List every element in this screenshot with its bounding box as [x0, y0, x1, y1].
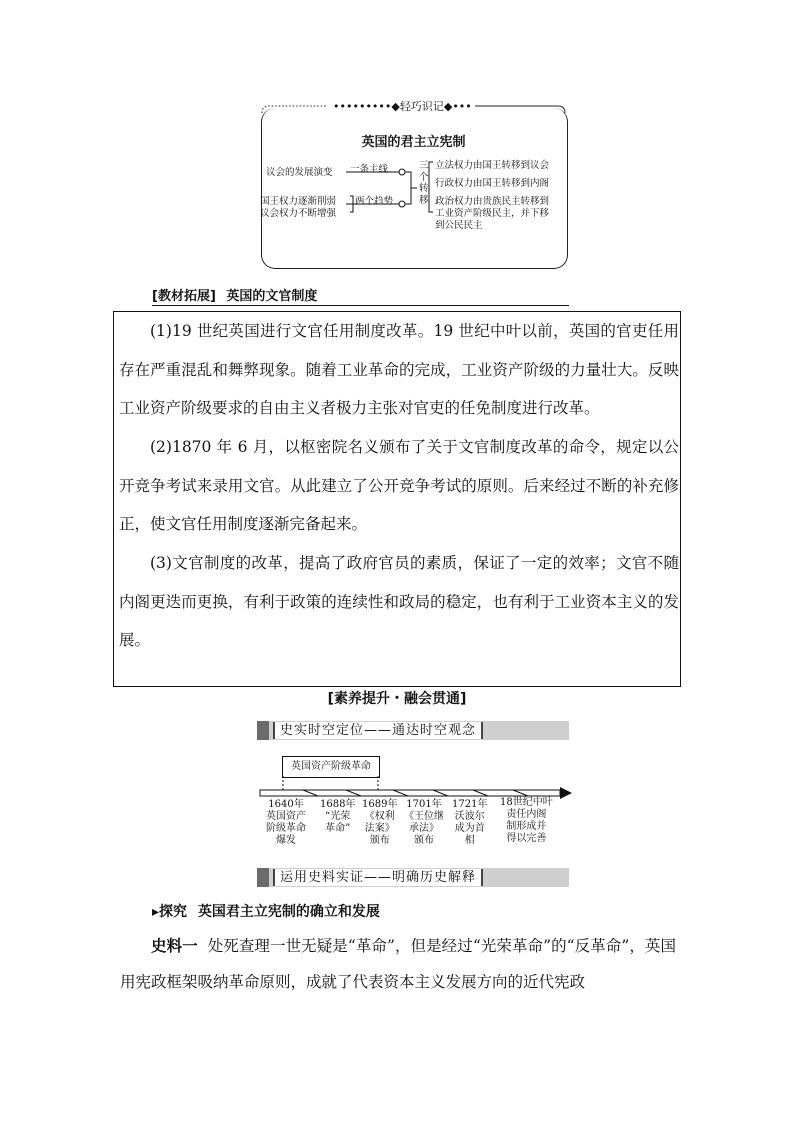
memo-three-transfers: 三个转移 — [419, 160, 429, 206]
paragraph-3: (3)文官制度的改革，提高了政府官员的素质，保证了一定的效率；文官不随内阁更迭而更换，有利于政策的连续性和政局的稳定，也有利于工业资本主义的发展。 — [119, 554, 679, 649]
memo-right-3c: 到公民民主 — [435, 220, 483, 231]
memo-title: 英国的君主立宪制 — [361, 135, 466, 150]
memo-left-bottom-1: 国王权力逐渐削弱 — [260, 196, 337, 207]
explore-heading — [152, 901, 380, 921]
memo-right-3a: 政治权力由贵族民主转移到 — [435, 196, 550, 207]
section-band-timeline — [257, 721, 569, 740]
band-block-icon — [257, 721, 269, 740]
source-text: 处死查理一世无疑是“革命”，但是经过“光荣革命”的“反革命”，英国用宪政框架吸纳革命原则，成就了代表资本主义发展方向的近代宪政 — [120, 937, 676, 991]
memo-left-bottom-2: 议会权力不断增强 — [260, 208, 337, 219]
section-heading: [素养提升・融会贯通] — [327, 691, 467, 707]
timeline-item-1640: 1640年 英国资产 阶级革命 爆发 — [266, 799, 306, 846]
explore-title: 英国君主立宪制的确立和发展 — [197, 904, 380, 920]
expansion-heading — [152, 285, 569, 306]
dots-icon: ◆••• — [443, 100, 472, 113]
timeline-bracket: 英国资产阶级革命 — [282, 756, 380, 778]
paragraph-1: (1)19 世纪英国进行文官任用制度改革。19 世纪中叶以前，英国的官吏任用存在严重混乱和舞弊现象。随着工业革命的完成，工业资产阶级的力量壮大。反映工业资产阶级要求的自由主义者极力主张对官吏的任免制度进行改革。 — [119, 322, 679, 417]
paragraph-2: (2)1870 年 6 月，以枢密院名义颁布了关于文官制度改革的命令，规定以公开竞争考试来录用文官。从此建立了公开竞争考试的原则。后来经过不断的补充修正，使文官任用制度逐渐完备起来。 — [119, 438, 679, 533]
section-band-evidence — [257, 868, 569, 887]
explore-marker: ▸探究 — [152, 904, 188, 920]
dots-icon: •••••••••◆ — [333, 100, 400, 113]
expansion-title: 英国的文官制度 — [226, 289, 318, 304]
timeline-item-1689: 1689年 《权利 法案》 颁布 — [362, 799, 398, 846]
expansion-tag: [教材拓展] — [152, 289, 216, 304]
band-label: 史实时空定位——通达时空观念 — [273, 722, 483, 739]
memo-right-1: 立法权力由国王转移到议会 — [435, 160, 550, 171]
source-paragraph-1 — [120, 928, 676, 1000]
timeline-item-1701: 1701年 《王位继 承法》 颁布 — [404, 799, 444, 846]
memo-tab: •••••••••◆轻巧识记◆••• — [330, 98, 475, 114]
memo-main-line: 一条主线 — [350, 164, 389, 175]
timeline-item-18c: 18世纪中叶 责任内阁 制形成并 得以完善 — [500, 797, 553, 844]
memo-right-2: 行政权力由国王转移到内阁 — [435, 178, 550, 189]
memo-two-trends: 两个趋势 — [355, 196, 394, 207]
memo-right-3b: 工业资产阶级民主，并下移 — [435, 208, 550, 219]
timeline-item-1721: 1721年 沃波尔 成为首 相 — [452, 799, 488, 846]
source-label: 史料一 — [151, 937, 198, 955]
timeline-item-1688: 1688年 “光荣 革命” — [320, 799, 356, 834]
memo-left-top: 议会的发展演变 — [266, 167, 333, 178]
band-block-icon — [257, 868, 269, 887]
band-label: 运用史料实证——明确历史解释 — [273, 869, 483, 886]
